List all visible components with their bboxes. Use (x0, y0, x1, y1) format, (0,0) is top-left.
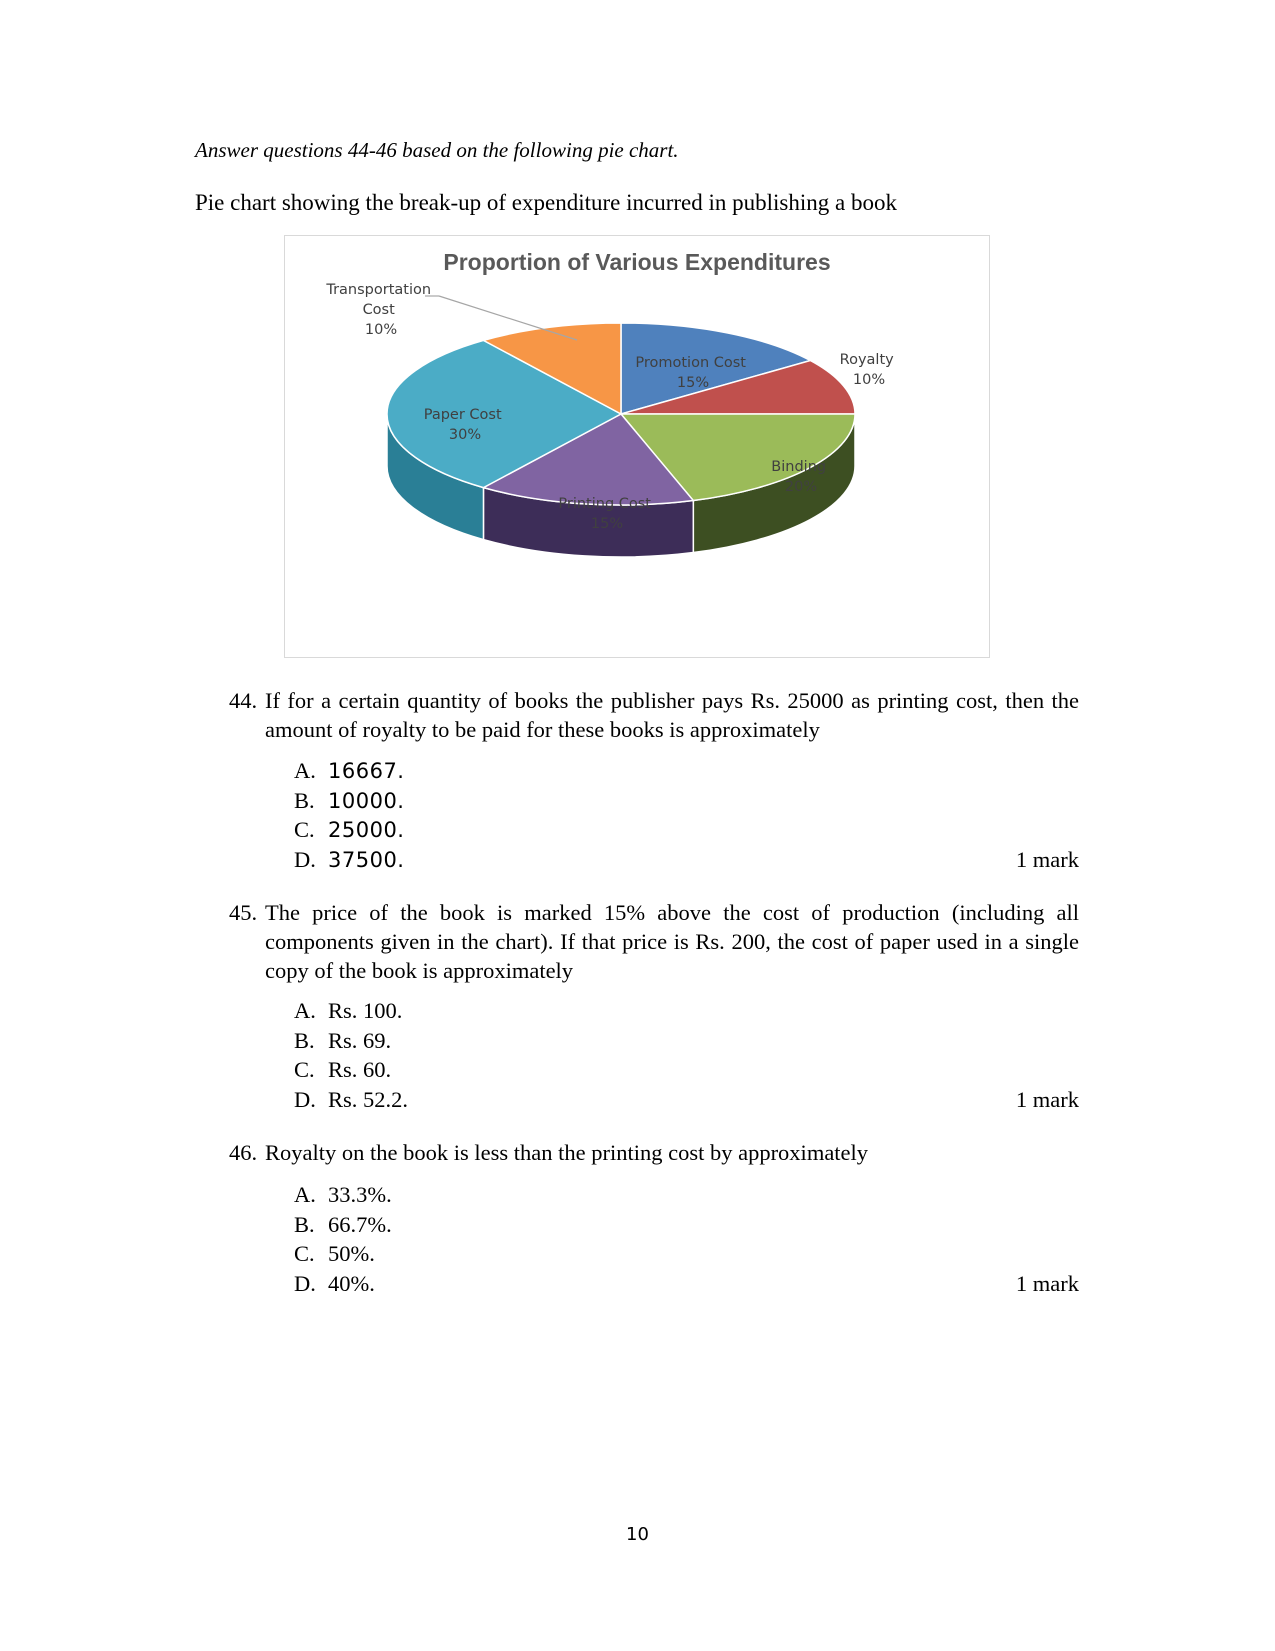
page-number: 10 (626, 1524, 649, 1545)
question-text: The price of the book is marked 15% above the cost of production (including all components given in the chart). If that price is Rs. 200, the cost of paper used in a single copy of the book is approximately (265, 900, 1079, 983)
label-paper-cost: Paper Cost 30% (423, 407, 502, 443)
option-c: C. 25000. (294, 817, 405, 842)
question-46-options (294, 1180, 1079, 1298)
question-number: 45. (229, 900, 258, 925)
mark-label: 1 mark (1015, 1270, 1079, 1296)
option-a: A. 33.3%. (294, 1182, 392, 1207)
label-printing-cost: Printing Cost 15% (558, 496, 652, 532)
option-d: D. 40%. 1 mark (294, 1269, 1079, 1299)
question-text: If for a certain quantity of books the publisher pays Rs. 25000 as printing cost, then the amount of royalty to be paid for these books is approximately (265, 688, 1079, 742)
question-45-options (294, 996, 1079, 1114)
option-b: B. 66.7%. (294, 1211, 392, 1237)
question-46 (229, 1138, 1079, 1167)
option-d: D. 37500. 1 mark (294, 845, 1079, 875)
pie-chart (285, 236, 989, 657)
question-number: 44. (229, 688, 258, 713)
option-c: C. Rs. 60. (294, 1057, 392, 1082)
option-a: A. Rs. 100. (294, 998, 403, 1023)
label-binding: Binding 20% (771, 459, 827, 495)
mark-label: 1 mark (1015, 846, 1079, 872)
question-44 (229, 686, 1079, 744)
mark-label: 1 mark (1015, 1086, 1079, 1112)
question-number: 46. (229, 1140, 258, 1165)
chart-caption: Pie chart showing the break-up of expenditure incurred in publishing a book (195, 190, 897, 215)
instruction-text: Answer questions 44-46 based on the following pie chart. (195, 138, 679, 162)
label-promotion-cost: Promotion Cost 15% (635, 355, 747, 391)
question-text: Royalty on the book is less than the printing cost by approximately (265, 1140, 869, 1165)
label-transportation-cost: Transportation Cost 10% (326, 282, 432, 338)
question-45 (229, 898, 1079, 985)
question-44-options (294, 756, 1079, 874)
option-d: D. Rs. 52.2. 1 mark (294, 1085, 1079, 1115)
transportation-leader-line (439, 296, 577, 340)
chart-title: Proportion of Various Expenditures (443, 249, 831, 275)
option-c: C. 50%. (294, 1241, 375, 1266)
option-a: A. 16667. (294, 758, 405, 783)
option-b: B. Rs. 69. (294, 1027, 392, 1053)
label-royalty: Royalty 10% (839, 352, 894, 388)
option-b: B. 10000. (294, 787, 405, 813)
chart-container (284, 235, 990, 658)
